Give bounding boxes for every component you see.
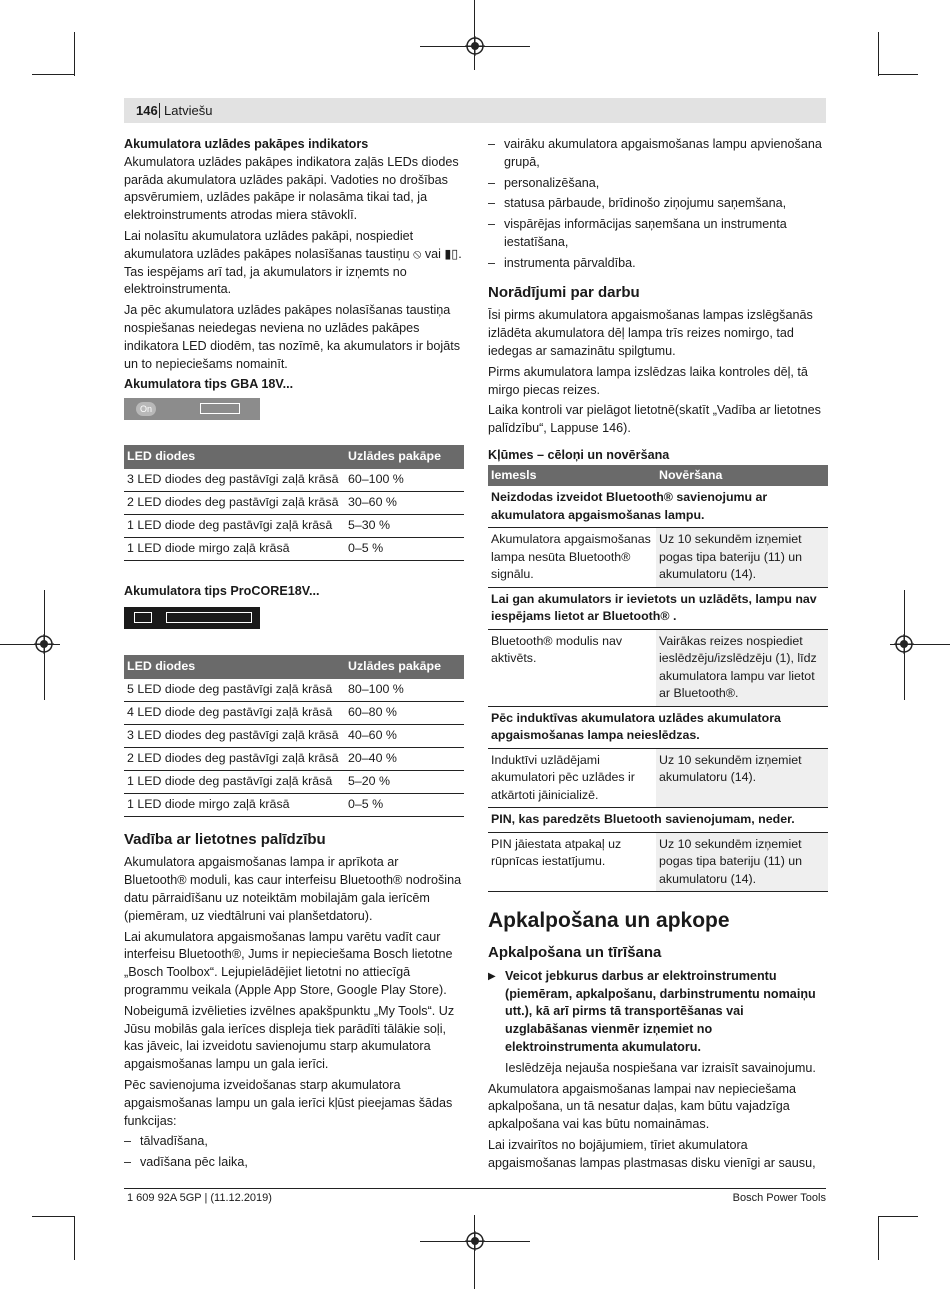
left-column (124, 136, 464, 1175)
table-cell: 1 LED diode deg pastāvīgi zaļā krāsā (124, 514, 345, 537)
table-cell: 0–5 % (345, 793, 464, 816)
remedy-cell: Uz 10 sekundēm izņemiet akumulatoru (14). (656, 748, 828, 808)
footer-brand: Bosch Power Tools (732, 1192, 826, 1204)
registration-mark-icon (894, 634, 914, 654)
table-row (124, 679, 464, 702)
paragraph: Laika kontroli var pielāgot lietotnē(skatīt „Vadība ar lietotnes palīdzību“, Lappuse 146). (488, 403, 821, 436)
table-row (488, 748, 828, 808)
table-row (124, 491, 464, 514)
on-button-icon: On (136, 402, 156, 416)
paragraph: Akumulatora apgaismošanas lampa ir aprīkota ar Bluetooth® moduli, kas caur interfeisu Bluetooth® nodrošina datu pārraidīšanu uz noteiktām mobilajām gala ierīcēm (piemēram, uz viedtālruni vai planšetdatoru). (124, 855, 462, 923)
table-row (124, 469, 464, 492)
cause-cell: PIN jāiestata atpakaļ uz rūpnīcas iestatījumu. (488, 832, 656, 892)
table-cell: 60–80 % (345, 701, 464, 724)
registration-mark-icon (465, 1231, 485, 1251)
table-row (488, 629, 828, 706)
table-cell: 2 LED diodes deg pastāvīgi zaļā krāsā (124, 491, 345, 514)
table-row (124, 537, 464, 560)
table-cell: 30–60 % (345, 491, 464, 514)
header-divider (159, 103, 160, 118)
table-header: LED diodes (124, 445, 345, 469)
table-group-row (488, 706, 828, 748)
table-cell: 1 LED diode mirgo zaļā krāsā (124, 793, 345, 816)
remedy-cell: Uz 10 sekundēm izņemiet pogas tipa bateriju (11) un akumulatoru (14). (656, 832, 828, 892)
list-item: – instrumenta pārvaldība. (488, 255, 828, 273)
table-cell: 40–60 % (345, 724, 464, 747)
group-heading: Pēc induktīvas akumulatora uzlādes akumulatora apgaismošanas lampa neieslēdzas. (488, 706, 828, 748)
table-cell: 20–40 % (345, 747, 464, 770)
list-item: – vairāku akumulatora apgaismošanas lampu apvienošana grupā, (488, 136, 828, 172)
table-row (124, 514, 464, 537)
battery-icon (134, 612, 152, 623)
group-heading: Neizdodas izveidot Bluetooth® savienojumu ar akumulatora apgaismošanas lampu. (488, 486, 828, 528)
table-cell: 5–20 % (345, 770, 464, 793)
paragraph: Akumulatora apgaismošanas lampai nav nepieciešama apkalpošana, un tā nesatur daļas, kam būtu vajadzīga apkalpošana vai kas būtu nomaināmas. (488, 1081, 797, 1132)
paragraph: Lai akumulatora apgaismošanas lampu varētu vadīt caur interfeisu Bluetooth®, Jums ir nepieciešama Bosch lietotne „Bosch Toolbox“. Lejupielādējiet lietotni no attiecīgā programmu veikala (Apple App Store, Google Play Store). (124, 929, 453, 997)
paragraph: Nobeigumā izvēlieties izvēlnes apakšpunktu „My Tools“. Uz Jūsu mobilās gala ierīces displeja tiek parādīti tālākie soļi, kas jāveic, lai izveidotu savienojumu starp akumulatora apgaismošanas lampu un gala ierīci. (124, 1003, 455, 1072)
table-cell: 80–100 % (345, 679, 464, 702)
registration-mark-icon (34, 634, 54, 654)
group-heading: PIN, kas paredzēts Bluetooth savienojumam, neder. (488, 808, 828, 833)
paragraph: Pirms akumulatora lampa izslēdzas laika kontroles dēļ, tā mirgo piecas reizes. (488, 364, 808, 397)
right-column (488, 136, 828, 1176)
table-cell: 1 LED diode mirgo zaļā krāsā (124, 537, 345, 560)
list-item: – tālvadīšana, (124, 1133, 464, 1151)
section-title: Apkalpošana un tīrīšana (488, 944, 662, 962)
table-row (124, 770, 464, 793)
table-header: Uzlādes pakāpe (345, 445, 464, 469)
table-header: Uzlādes pakāpe (345, 655, 464, 679)
table-cell: 5–30 % (345, 514, 464, 537)
paragraph: Īsi pirms akumulatora apgaismošanas lampas izslēgšanās izlādēta akumulatora dēļ lampa trīs reizes nomirgo, tad iedegas ar samazinātu spilgtumu. (488, 308, 813, 358)
section-title: Vadība ar lietotnes palīdzību (124, 830, 326, 848)
table-cell: 1 LED diode deg pastāvīgi zaļā krāsā (124, 770, 345, 793)
group-heading: Lai gan akumulators ir ievietots un uzlādēts, lampu nav iespējams lietot ar Bluetooth® . (488, 587, 828, 629)
table-title: Kļūmes – cēloņi un novēršana (488, 447, 670, 462)
list-item: – vispārējas informācijas saņemšana un instrumenta iestatīšana, (488, 216, 828, 252)
section-title: Norādījumi par darbu (488, 283, 640, 301)
table-group-row (488, 808, 828, 833)
paragraph: Lai izvairītos no bojājumiem, tīriet akumulatora apgaismošanas lampas plastmasas disku vienīgi ar sausu, (488, 1138, 816, 1170)
table-row (124, 747, 464, 770)
paragraph: Ieslēdzēja nejauša nospiešana var izraisīt savainojumu. (505, 1060, 816, 1075)
table-cell: 0–5 % (345, 537, 464, 560)
table-group-row (488, 486, 828, 528)
table-cell: 2 LED diodes deg pastāvīgi zaļā krāsā (124, 747, 345, 770)
table-header: Novēršana (656, 465, 828, 487)
procore-indicator-figure (124, 607, 260, 629)
paragraph: Pēc savienojuma izveidošanas starp akumulatora apgaismošanas lampu un gala ierīci kļūst pieejamas šādas funkcijas: (124, 1077, 453, 1128)
table-header: Iemesls (488, 465, 656, 487)
table-cell: 60–100 % (345, 469, 464, 492)
battery-type-title: Akumulatora tips ProCORE18V... (124, 583, 320, 598)
led-table-gba (124, 445, 464, 561)
header-language: Latviešu (164, 103, 213, 118)
paragraph: Ja pēc akumulatora uzlādes pakāpes nolasīšanas taustiņa nospiešanas neiedegas neviena no uzlādes pakāpes indikatora LED diodēm, tas nozīmē, ka akumulators ir bojāts un to nepieciešams nomainīt. (124, 303, 460, 371)
battery-icon (200, 403, 240, 414)
table-row (124, 724, 464, 747)
footer-doc-id: 1 609 92A 5GP | (11.12.2019) (127, 1192, 272, 1204)
battery-type-title: Akumulatora tips GBA 18V... (124, 377, 294, 392)
cause-cell: Bluetooth® modulis nav aktivēts. (488, 629, 656, 706)
cause-cell: Induktīvi uzlādējami akumulatori pēc uzlādes ir atkārtoti jāinicializē. (488, 748, 656, 808)
table-row (488, 832, 828, 892)
section-title: Akumulatora uzlādes pakāpes indikators (124, 137, 369, 151)
list-item: – statusa pārbaude, brīdinošo ziņojumu saņemšana, (488, 195, 828, 213)
footer-divider (124, 1188, 826, 1189)
table-cell: 4 LED diode deg pastāvīgi zaļā krāsā (124, 701, 345, 724)
warning-item: ▶ Veicot jebkurus darbus ar elektroinstrumentu (piemēram, apkalpošanu, darbinstrumentu nomaiņu utt.), kā arī pirms tā transportēšanas vai uzglabāšanas vienmēr izņemiet no elektroinstrumenta akumulatoru. (488, 968, 828, 1057)
led-table-procore (124, 655, 464, 817)
paragraph: Lai nolasītu akumulatora uzlādes pakāpi, nospiediet akumulatora uzlādes pakāpes nolasīšanas taustiņu ⦸ vai ▮▯. Tas iespējams arī tad, ja akumulators ir izņemts no elektroinstrumenta. (124, 228, 462, 297)
list-item: – vadīšana pēc laika, (124, 1154, 464, 1172)
table-row (124, 701, 464, 724)
table-row (488, 528, 828, 588)
remedy-cell: Vairākas reizes nospiediet ieslēdzēju/izslēdzēju (1), līdz akumulatora lampu var lietot ar Bluetooth®. (656, 629, 828, 706)
table-cell: 3 LED diodes deg pastāvīgi zaļā krāsā (124, 724, 345, 747)
chapter-title: Apkalpošana un apkope (488, 909, 730, 933)
table-header: LED diodes (124, 655, 345, 679)
list-item: – personalizēšana, (488, 175, 828, 193)
table-group-row (488, 587, 828, 629)
table-cell: 3 LED diodes deg pastāvīgi zaļā krāsā (124, 469, 345, 492)
table-cell: 5 LED diode deg pastāvīgi zaļā krāsā (124, 679, 345, 702)
gba-indicator-figure (124, 398, 260, 420)
table-row (124, 793, 464, 816)
registration-mark-icon (465, 36, 485, 56)
remedy-cell: Uz 10 sekundēm izņemiet pogas tipa bateriju (11) un akumulatoru (14). (656, 528, 828, 588)
paragraph: Akumulatora uzlādes pakāpes indikatora zaļās LEDs diodes parāda akumulatora uzlādes pakāpi. Vadoties no drošības apsvērumiem, uzlādes pakāpe ir nolasāma tikai tad, ja elektroinstruments atrodas miera stāvoklī. (124, 154, 459, 223)
page-header (124, 98, 826, 123)
cause-cell: Akumulatora apgaismošanas lampa nesūta Bluetooth® signālu. (488, 528, 656, 588)
page-number: 146 (136, 103, 158, 118)
troubleshooting-table (488, 465, 828, 893)
led-bar-icon (166, 612, 252, 623)
